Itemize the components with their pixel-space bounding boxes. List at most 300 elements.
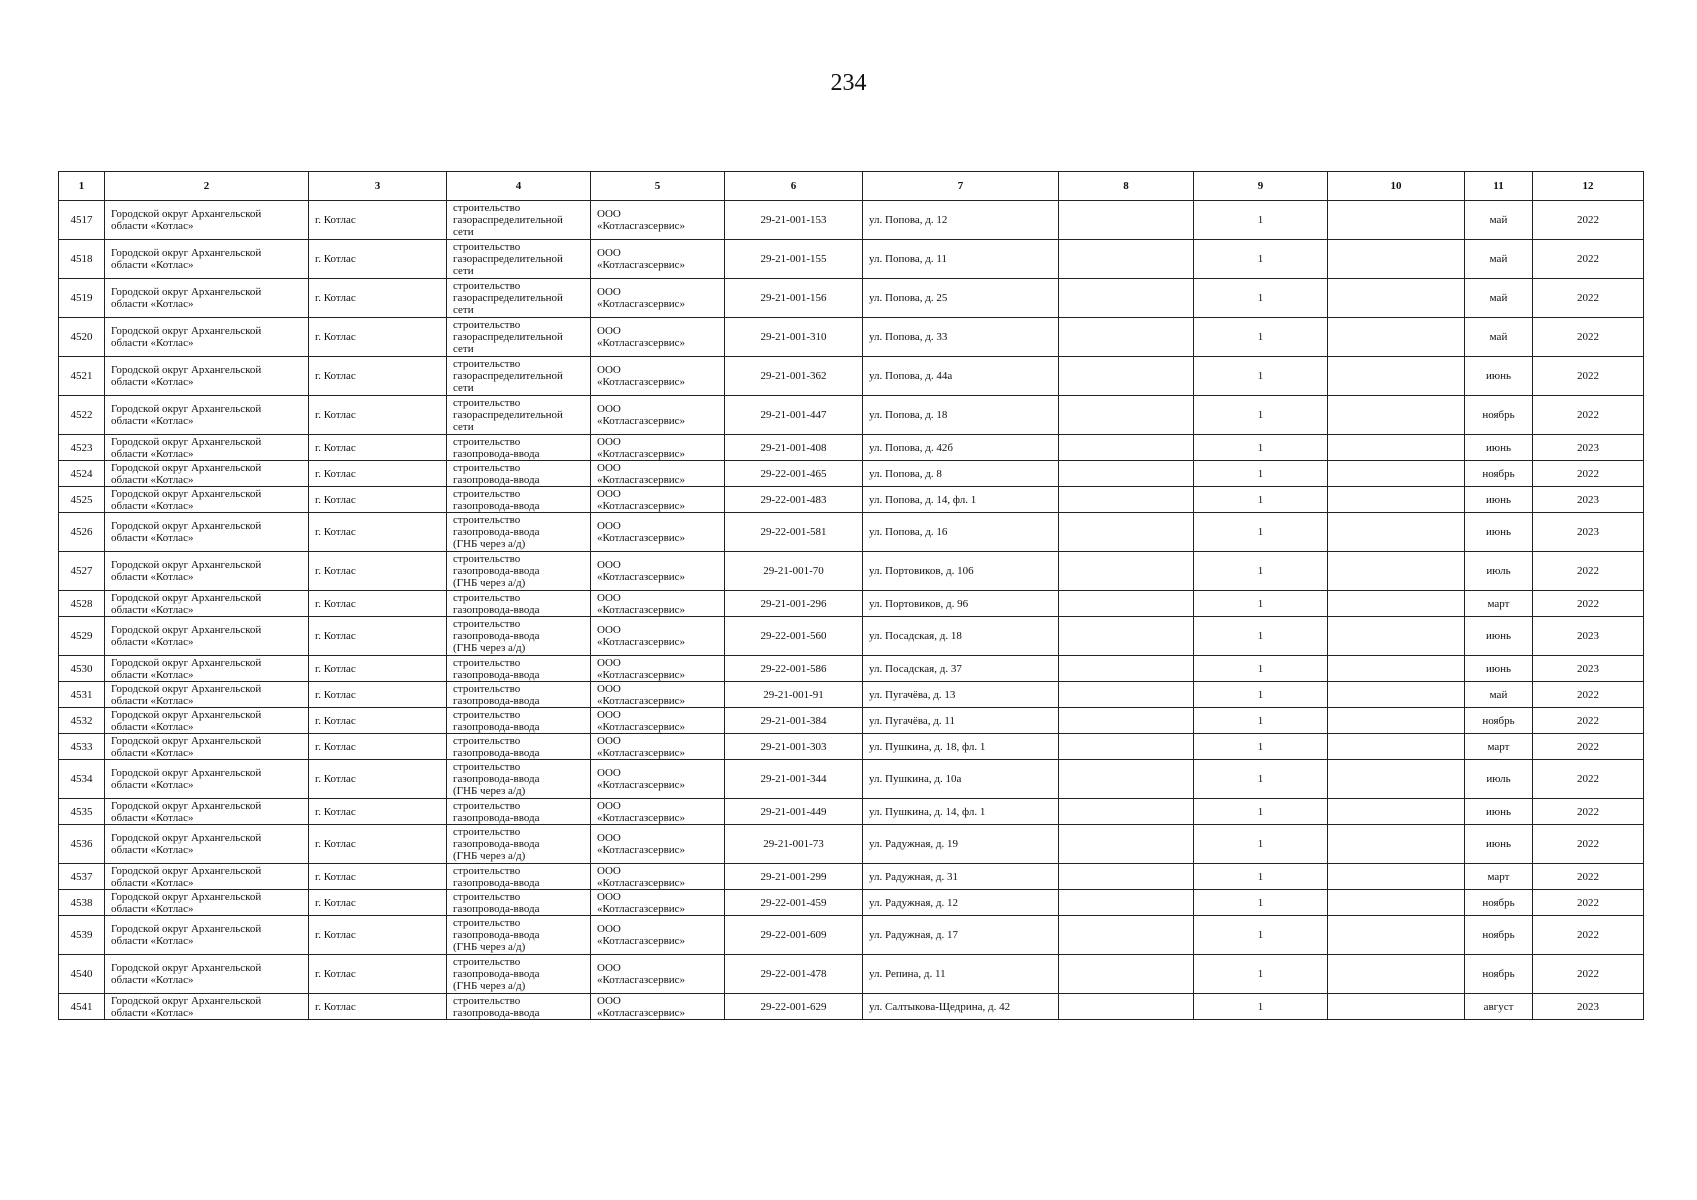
quantity-cell: 1 [1194, 617, 1328, 656]
year-cell: 2023 [1533, 487, 1644, 513]
object-code-cell: 29-22-001-483 [725, 487, 863, 513]
organization-cell: ООО «Котласгазсервис» [591, 591, 725, 617]
municipality-cell: Городской округ Архангельской области «Котлас» [105, 955, 309, 994]
row-number-cell: 4522 [59, 396, 105, 435]
city-cell: г. Котлас [309, 552, 447, 591]
work-type-cell: строительство газораспределительной сети [447, 357, 591, 396]
table-row [59, 487, 1644, 513]
year-cell: 2022 [1533, 825, 1644, 864]
address-cell: ул. Пушкина, д. 14, фл. 1 [863, 799, 1059, 825]
quantity-cell: 1 [1194, 682, 1328, 708]
address-cell: ул. Радужная, д. 19 [863, 825, 1059, 864]
work-type-cell: строительство газопровода-ввода (ГНБ через а/д) [447, 916, 591, 955]
quantity-cell: 1 [1194, 890, 1328, 916]
city-cell: г. Котлас [309, 617, 447, 656]
address-cell: ул. Попова, д. 11 [863, 240, 1059, 279]
organization-cell: ООО «Котласгазсервис» [591, 461, 725, 487]
quantity-cell: 1 [1194, 955, 1328, 994]
column-header: 10 [1328, 172, 1465, 201]
table-row [59, 591, 1644, 617]
work-type-cell: строительство газопровода-ввода [447, 656, 591, 682]
table-row [59, 760, 1644, 799]
municipality-cell: Городской округ Архангельской области «Котлас» [105, 617, 309, 656]
organization-cell: ООО «Котласгазсервис» [591, 240, 725, 279]
municipality-cell: Городской округ Архангельской области «Котлас» [105, 916, 309, 955]
table-row [59, 240, 1644, 279]
city-cell: г. Котлас [309, 591, 447, 617]
municipality-cell: Городской округ Архангельской области «Котлас» [105, 760, 309, 799]
city-cell: г. Котлас [309, 435, 447, 461]
month-cell: май [1465, 240, 1533, 279]
organization-cell: ООО «Котласгазсервис» [591, 435, 725, 461]
address-cell: ул. Пугачёва, д. 13 [863, 682, 1059, 708]
organization-cell: ООО «Котласгазсервис» [591, 279, 725, 318]
column-8-cell [1059, 240, 1194, 279]
row-number-cell: 4536 [59, 825, 105, 864]
quantity-cell: 1 [1194, 734, 1328, 760]
object-code-cell: 29-22-001-465 [725, 461, 863, 487]
column-10-cell [1328, 656, 1465, 682]
work-type-cell: строительство газопровода-ввода (ГНБ через а/д) [447, 617, 591, 656]
organization-cell: ООО «Котласгазсервис» [591, 617, 725, 656]
address-cell: ул. Попова, д. 33 [863, 318, 1059, 357]
municipality-cell: Городской округ Архангельской области «Котлас» [105, 461, 309, 487]
city-cell: г. Котлас [309, 682, 447, 708]
row-number-cell: 4521 [59, 357, 105, 396]
year-cell: 2022 [1533, 799, 1644, 825]
month-cell: ноябрь [1465, 890, 1533, 916]
organization-cell: ООО «Котласгазсервис» [591, 487, 725, 513]
organization-cell: ООО «Котласгазсервис» [591, 994, 725, 1020]
city-cell: г. Котлас [309, 461, 447, 487]
table-row [59, 617, 1644, 656]
month-cell: май [1465, 682, 1533, 708]
object-code-cell: 29-21-001-296 [725, 591, 863, 617]
column-10-cell [1328, 240, 1465, 279]
object-code-cell: 29-22-001-581 [725, 513, 863, 552]
year-cell: 2022 [1533, 682, 1644, 708]
work-type-cell: строительство газопровода-ввода [447, 591, 591, 617]
column-10-cell [1328, 552, 1465, 591]
city-cell: г. Котлас [309, 487, 447, 513]
column-header: 6 [725, 172, 863, 201]
work-type-cell: строительство газопровода-ввода (ГНБ через а/д) [447, 513, 591, 552]
column-8-cell [1059, 461, 1194, 487]
row-number-cell: 4526 [59, 513, 105, 552]
city-cell: г. Котлас [309, 760, 447, 799]
object-code-cell: 29-21-001-73 [725, 825, 863, 864]
year-cell: 2022 [1533, 461, 1644, 487]
city-cell: г. Котлас [309, 864, 447, 890]
address-cell: ул. Попова, д. 42б [863, 435, 1059, 461]
column-8-cell [1059, 656, 1194, 682]
column-10-cell [1328, 734, 1465, 760]
row-number-cell: 4531 [59, 682, 105, 708]
year-cell: 2022 [1533, 201, 1644, 240]
organization-cell: ООО «Котласгазсервис» [591, 656, 725, 682]
address-cell: ул. Портовиков, д. 96 [863, 591, 1059, 617]
organization-cell: ООО «Котласгазсервис» [591, 552, 725, 591]
year-cell: 2022 [1533, 552, 1644, 591]
row-number-cell: 4520 [59, 318, 105, 357]
quantity-cell: 1 [1194, 552, 1328, 591]
month-cell: март [1465, 864, 1533, 890]
row-number-cell: 4523 [59, 435, 105, 461]
municipality-cell: Городской округ Архангельской области «Котлас» [105, 799, 309, 825]
municipality-cell: Городской округ Архангельской области «Котлас» [105, 591, 309, 617]
column-8-cell [1059, 396, 1194, 435]
row-number-cell: 4535 [59, 799, 105, 825]
work-type-cell: строительство газопровода-ввода (ГНБ через а/д) [447, 552, 591, 591]
month-cell: июль [1465, 552, 1533, 591]
column-10-cell [1328, 916, 1465, 955]
year-cell: 2022 [1533, 396, 1644, 435]
column-10-cell [1328, 279, 1465, 318]
row-number-cell: 4533 [59, 734, 105, 760]
object-code-cell: 29-22-001-459 [725, 890, 863, 916]
object-code-cell: 29-21-001-344 [725, 760, 863, 799]
quantity-cell: 1 [1194, 864, 1328, 890]
object-code-cell: 29-22-001-629 [725, 994, 863, 1020]
organization-cell: ООО «Котласгазсервис» [591, 825, 725, 864]
column-8-cell [1059, 890, 1194, 916]
organization-cell: ООО «Котласгазсервис» [591, 799, 725, 825]
month-cell: ноябрь [1465, 708, 1533, 734]
row-number-cell: 4540 [59, 955, 105, 994]
city-cell: г. Котлас [309, 955, 447, 994]
quantity-cell: 1 [1194, 461, 1328, 487]
address-cell: ул. Пушкина, д. 10а [863, 760, 1059, 799]
quantity-cell: 1 [1194, 708, 1328, 734]
city-cell: г. Котлас [309, 734, 447, 760]
municipality-cell: Городской округ Архангельской области «Котлас» [105, 513, 309, 552]
quantity-cell: 1 [1194, 825, 1328, 864]
table-header-row [59, 172, 1644, 201]
organization-cell: ООО «Котласгазсервис» [591, 357, 725, 396]
object-code-cell: 29-21-001-362 [725, 357, 863, 396]
data-table [58, 171, 1644, 1020]
address-cell: ул. Попова, д. 18 [863, 396, 1059, 435]
quantity-cell: 1 [1194, 760, 1328, 799]
month-cell: июнь [1465, 617, 1533, 656]
year-cell: 2022 [1533, 916, 1644, 955]
municipality-cell: Городской округ Архангельской области «Котлас» [105, 240, 309, 279]
work-type-cell: строительство газопровода-ввода [447, 864, 591, 890]
address-cell: ул. Попова, д. 16 [863, 513, 1059, 552]
address-cell: ул. Радужная, д. 31 [863, 864, 1059, 890]
organization-cell: ООО «Котласгазсервис» [591, 864, 725, 890]
column-10-cell [1328, 825, 1465, 864]
table-row [59, 201, 1644, 240]
month-cell: ноябрь [1465, 916, 1533, 955]
municipality-cell: Городской округ Архангельской области «Котлас» [105, 708, 309, 734]
address-cell: ул. Портовиков, д. 106 [863, 552, 1059, 591]
column-8-cell [1059, 552, 1194, 591]
municipality-cell: Городской округ Архангельской области «Котлас» [105, 734, 309, 760]
column-10-cell [1328, 461, 1465, 487]
table-row [59, 396, 1644, 435]
column-8-cell [1059, 617, 1194, 656]
row-number-cell: 4525 [59, 487, 105, 513]
table-row [59, 682, 1644, 708]
city-cell: г. Котлас [309, 799, 447, 825]
column-8-cell [1059, 708, 1194, 734]
object-code-cell: 29-21-001-310 [725, 318, 863, 357]
month-cell: май [1465, 279, 1533, 318]
month-cell: июнь [1465, 799, 1533, 825]
year-cell: 2022 [1533, 955, 1644, 994]
quantity-cell: 1 [1194, 487, 1328, 513]
year-cell: 2022 [1533, 318, 1644, 357]
month-cell: ноябрь [1465, 461, 1533, 487]
address-cell: ул. Попова, д. 8 [863, 461, 1059, 487]
year-cell: 2022 [1533, 890, 1644, 916]
column-10-cell [1328, 760, 1465, 799]
city-cell: г. Котлас [309, 318, 447, 357]
quantity-cell: 1 [1194, 799, 1328, 825]
year-cell: 2022 [1533, 708, 1644, 734]
organization-cell: ООО «Котласгазсервис» [591, 916, 725, 955]
column-8-cell [1059, 916, 1194, 955]
object-code-cell: 29-21-001-70 [725, 552, 863, 591]
quantity-cell: 1 [1194, 994, 1328, 1020]
month-cell: июль [1465, 760, 1533, 799]
row-number-cell: 4528 [59, 591, 105, 617]
column-10-cell [1328, 513, 1465, 552]
work-type-cell: строительство газораспределительной сети [447, 201, 591, 240]
work-type-cell: строительство газопровода-ввода [447, 890, 591, 916]
organization-cell: ООО «Котласгазсервис» [591, 890, 725, 916]
month-cell: май [1465, 201, 1533, 240]
year-cell: 2023 [1533, 435, 1644, 461]
quantity-cell: 1 [1194, 201, 1328, 240]
row-number-cell: 4532 [59, 708, 105, 734]
work-type-cell: строительство газораспределительной сети [447, 240, 591, 279]
column-10-cell [1328, 396, 1465, 435]
column-8-cell [1059, 318, 1194, 357]
year-cell: 2022 [1533, 760, 1644, 799]
year-cell: 2022 [1533, 240, 1644, 279]
object-code-cell: 29-21-001-156 [725, 279, 863, 318]
organization-cell: ООО «Котласгазсервис» [591, 318, 725, 357]
object-code-cell: 29-22-001-609 [725, 916, 863, 955]
row-number-cell: 4527 [59, 552, 105, 591]
table-row [59, 994, 1644, 1020]
year-cell: 2023 [1533, 994, 1644, 1020]
table-row [59, 318, 1644, 357]
quantity-cell: 1 [1194, 318, 1328, 357]
object-code-cell: 29-21-001-408 [725, 435, 863, 461]
year-cell: 2023 [1533, 656, 1644, 682]
organization-cell: ООО «Котласгазсервис» [591, 201, 725, 240]
table-row [59, 734, 1644, 760]
quantity-cell: 1 [1194, 240, 1328, 279]
address-cell: ул. Пугачёва, д. 11 [863, 708, 1059, 734]
month-cell: ноябрь [1465, 396, 1533, 435]
table-row [59, 890, 1644, 916]
row-number-cell: 4519 [59, 279, 105, 318]
quantity-cell: 1 [1194, 656, 1328, 682]
table-row [59, 513, 1644, 552]
municipality-cell: Городской округ Архангельской области «Котлас» [105, 357, 309, 396]
organization-cell: ООО «Котласгазсервис» [591, 955, 725, 994]
column-8-cell [1059, 760, 1194, 799]
city-cell: г. Котлас [309, 396, 447, 435]
municipality-cell: Городской округ Архангельской области «Котлас» [105, 318, 309, 357]
month-cell: ноябрь [1465, 955, 1533, 994]
address-cell: ул. Пушкина, д. 18, фл. 1 [863, 734, 1059, 760]
column-8-cell [1059, 357, 1194, 396]
year-cell: 2022 [1533, 864, 1644, 890]
table-row [59, 279, 1644, 318]
address-cell: ул. Попова, д. 44а [863, 357, 1059, 396]
city-cell: г. Котлас [309, 357, 447, 396]
work-type-cell: строительство газопровода-ввода (ГНБ через а/д) [447, 955, 591, 994]
month-cell: июнь [1465, 357, 1533, 396]
city-cell: г. Котлас [309, 890, 447, 916]
address-cell: ул. Посадская, д. 37 [863, 656, 1059, 682]
column-10-cell [1328, 435, 1465, 461]
column-8-cell [1059, 682, 1194, 708]
column-10-cell [1328, 682, 1465, 708]
municipality-cell: Городской округ Архангельской области «Котлас» [105, 552, 309, 591]
column-10-cell [1328, 799, 1465, 825]
municipality-cell: Городской округ Архангельской области «Котлас» [105, 396, 309, 435]
row-number-cell: 4538 [59, 890, 105, 916]
quantity-cell: 1 [1194, 435, 1328, 461]
organization-cell: ООО «Котласгазсервис» [591, 708, 725, 734]
column-10-cell [1328, 357, 1465, 396]
column-8-cell [1059, 994, 1194, 1020]
object-code-cell: 29-21-001-449 [725, 799, 863, 825]
month-cell: март [1465, 591, 1533, 617]
work-type-cell: строительство газопровода-ввода [447, 461, 591, 487]
quantity-cell: 1 [1194, 591, 1328, 617]
table-row [59, 864, 1644, 890]
organization-cell: ООО «Котласгазсервис» [591, 734, 725, 760]
city-cell: г. Котлас [309, 656, 447, 682]
month-cell: июнь [1465, 487, 1533, 513]
address-cell: ул. Репина, д. 11 [863, 955, 1059, 994]
row-number-cell: 4530 [59, 656, 105, 682]
column-8-cell [1059, 513, 1194, 552]
municipality-cell: Городской округ Архангельской области «Котлас» [105, 201, 309, 240]
municipality-cell: Городской округ Архангельской области «Котлас» [105, 279, 309, 318]
table-row [59, 656, 1644, 682]
city-cell: г. Котлас [309, 201, 447, 240]
object-code-cell: 29-22-001-478 [725, 955, 863, 994]
quantity-cell: 1 [1194, 916, 1328, 955]
work-type-cell: строительство газопровода-ввода [447, 799, 591, 825]
year-cell: 2022 [1533, 734, 1644, 760]
city-cell: г. Котлас [309, 513, 447, 552]
year-cell: 2023 [1533, 513, 1644, 552]
table-row [59, 708, 1644, 734]
column-header: 9 [1194, 172, 1328, 201]
city-cell: г. Котлас [309, 994, 447, 1020]
address-cell: ул. Посадская, д. 18 [863, 617, 1059, 656]
city-cell: г. Котлас [309, 279, 447, 318]
work-type-cell: строительство газораспределительной сети [447, 318, 591, 357]
work-type-cell: строительство газораспределительной сети [447, 396, 591, 435]
column-8-cell [1059, 487, 1194, 513]
year-cell: 2022 [1533, 591, 1644, 617]
month-cell: март [1465, 734, 1533, 760]
work-type-cell: строительство газопровода-ввода [447, 994, 591, 1020]
object-code-cell: 29-21-001-299 [725, 864, 863, 890]
column-10-cell [1328, 864, 1465, 890]
column-8-cell [1059, 864, 1194, 890]
organization-cell: ООО «Котласгазсервис» [591, 760, 725, 799]
row-number-cell: 4539 [59, 916, 105, 955]
work-type-cell: строительство газопровода-ввода [447, 487, 591, 513]
page-number: 234 [830, 70, 867, 96]
quantity-cell: 1 [1194, 396, 1328, 435]
column-10-cell [1328, 201, 1465, 240]
column-8-cell [1059, 799, 1194, 825]
municipality-cell: Городской округ Архангельской области «Котлас» [105, 656, 309, 682]
table-row [59, 916, 1644, 955]
row-number-cell: 4517 [59, 201, 105, 240]
address-cell: ул. Радужная, д. 17 [863, 916, 1059, 955]
column-8-cell [1059, 591, 1194, 617]
column-10-cell [1328, 318, 1465, 357]
row-number-cell: 4534 [59, 760, 105, 799]
work-type-cell: строительство газопровода-ввода [447, 435, 591, 461]
work-type-cell: строительство газопровода-ввода [447, 682, 591, 708]
month-cell: июнь [1465, 513, 1533, 552]
column-10-cell [1328, 890, 1465, 916]
row-number-cell: 4541 [59, 994, 105, 1020]
row-number-cell: 4529 [59, 617, 105, 656]
column-header: 11 [1465, 172, 1533, 201]
quantity-cell: 1 [1194, 357, 1328, 396]
work-type-cell: строительство газопровода-ввода (ГНБ через а/д) [447, 825, 591, 864]
column-10-cell [1328, 708, 1465, 734]
city-cell: г. Котлас [309, 916, 447, 955]
table-row [59, 825, 1644, 864]
address-cell: ул. Попова, д. 14, фл. 1 [863, 487, 1059, 513]
organization-cell: ООО «Котласгазсервис» [591, 682, 725, 708]
column-8-cell [1059, 201, 1194, 240]
column-10-cell [1328, 617, 1465, 656]
month-cell: август [1465, 994, 1533, 1020]
quantity-cell: 1 [1194, 513, 1328, 552]
table-row [59, 799, 1644, 825]
row-number-cell: 4524 [59, 461, 105, 487]
column-8-cell [1059, 734, 1194, 760]
work-type-cell: строительство газопровода-ввода (ГНБ через а/д) [447, 760, 591, 799]
city-cell: г. Котлас [309, 825, 447, 864]
column-header: 5 [591, 172, 725, 201]
column-header: 8 [1059, 172, 1194, 201]
row-number-cell: 4518 [59, 240, 105, 279]
object-code-cell: 29-21-001-91 [725, 682, 863, 708]
column-8-cell [1059, 825, 1194, 864]
month-cell: май [1465, 318, 1533, 357]
row-number-cell: 4537 [59, 864, 105, 890]
municipality-cell: Городской округ Архангельской области «Котлас» [105, 825, 309, 864]
object-code-cell: 29-21-001-303 [725, 734, 863, 760]
municipality-cell: Городской округ Архангельской области «Котлас» [105, 994, 309, 1020]
table-body [59, 201, 1644, 1020]
column-header: 12 [1533, 172, 1644, 201]
object-code-cell: 29-21-001-155 [725, 240, 863, 279]
column-10-cell [1328, 591, 1465, 617]
work-type-cell: строительство газопровода-ввода [447, 734, 591, 760]
municipality-cell: Городской округ Архангельской области «Котлас» [105, 890, 309, 916]
object-code-cell: 29-22-001-560 [725, 617, 863, 656]
